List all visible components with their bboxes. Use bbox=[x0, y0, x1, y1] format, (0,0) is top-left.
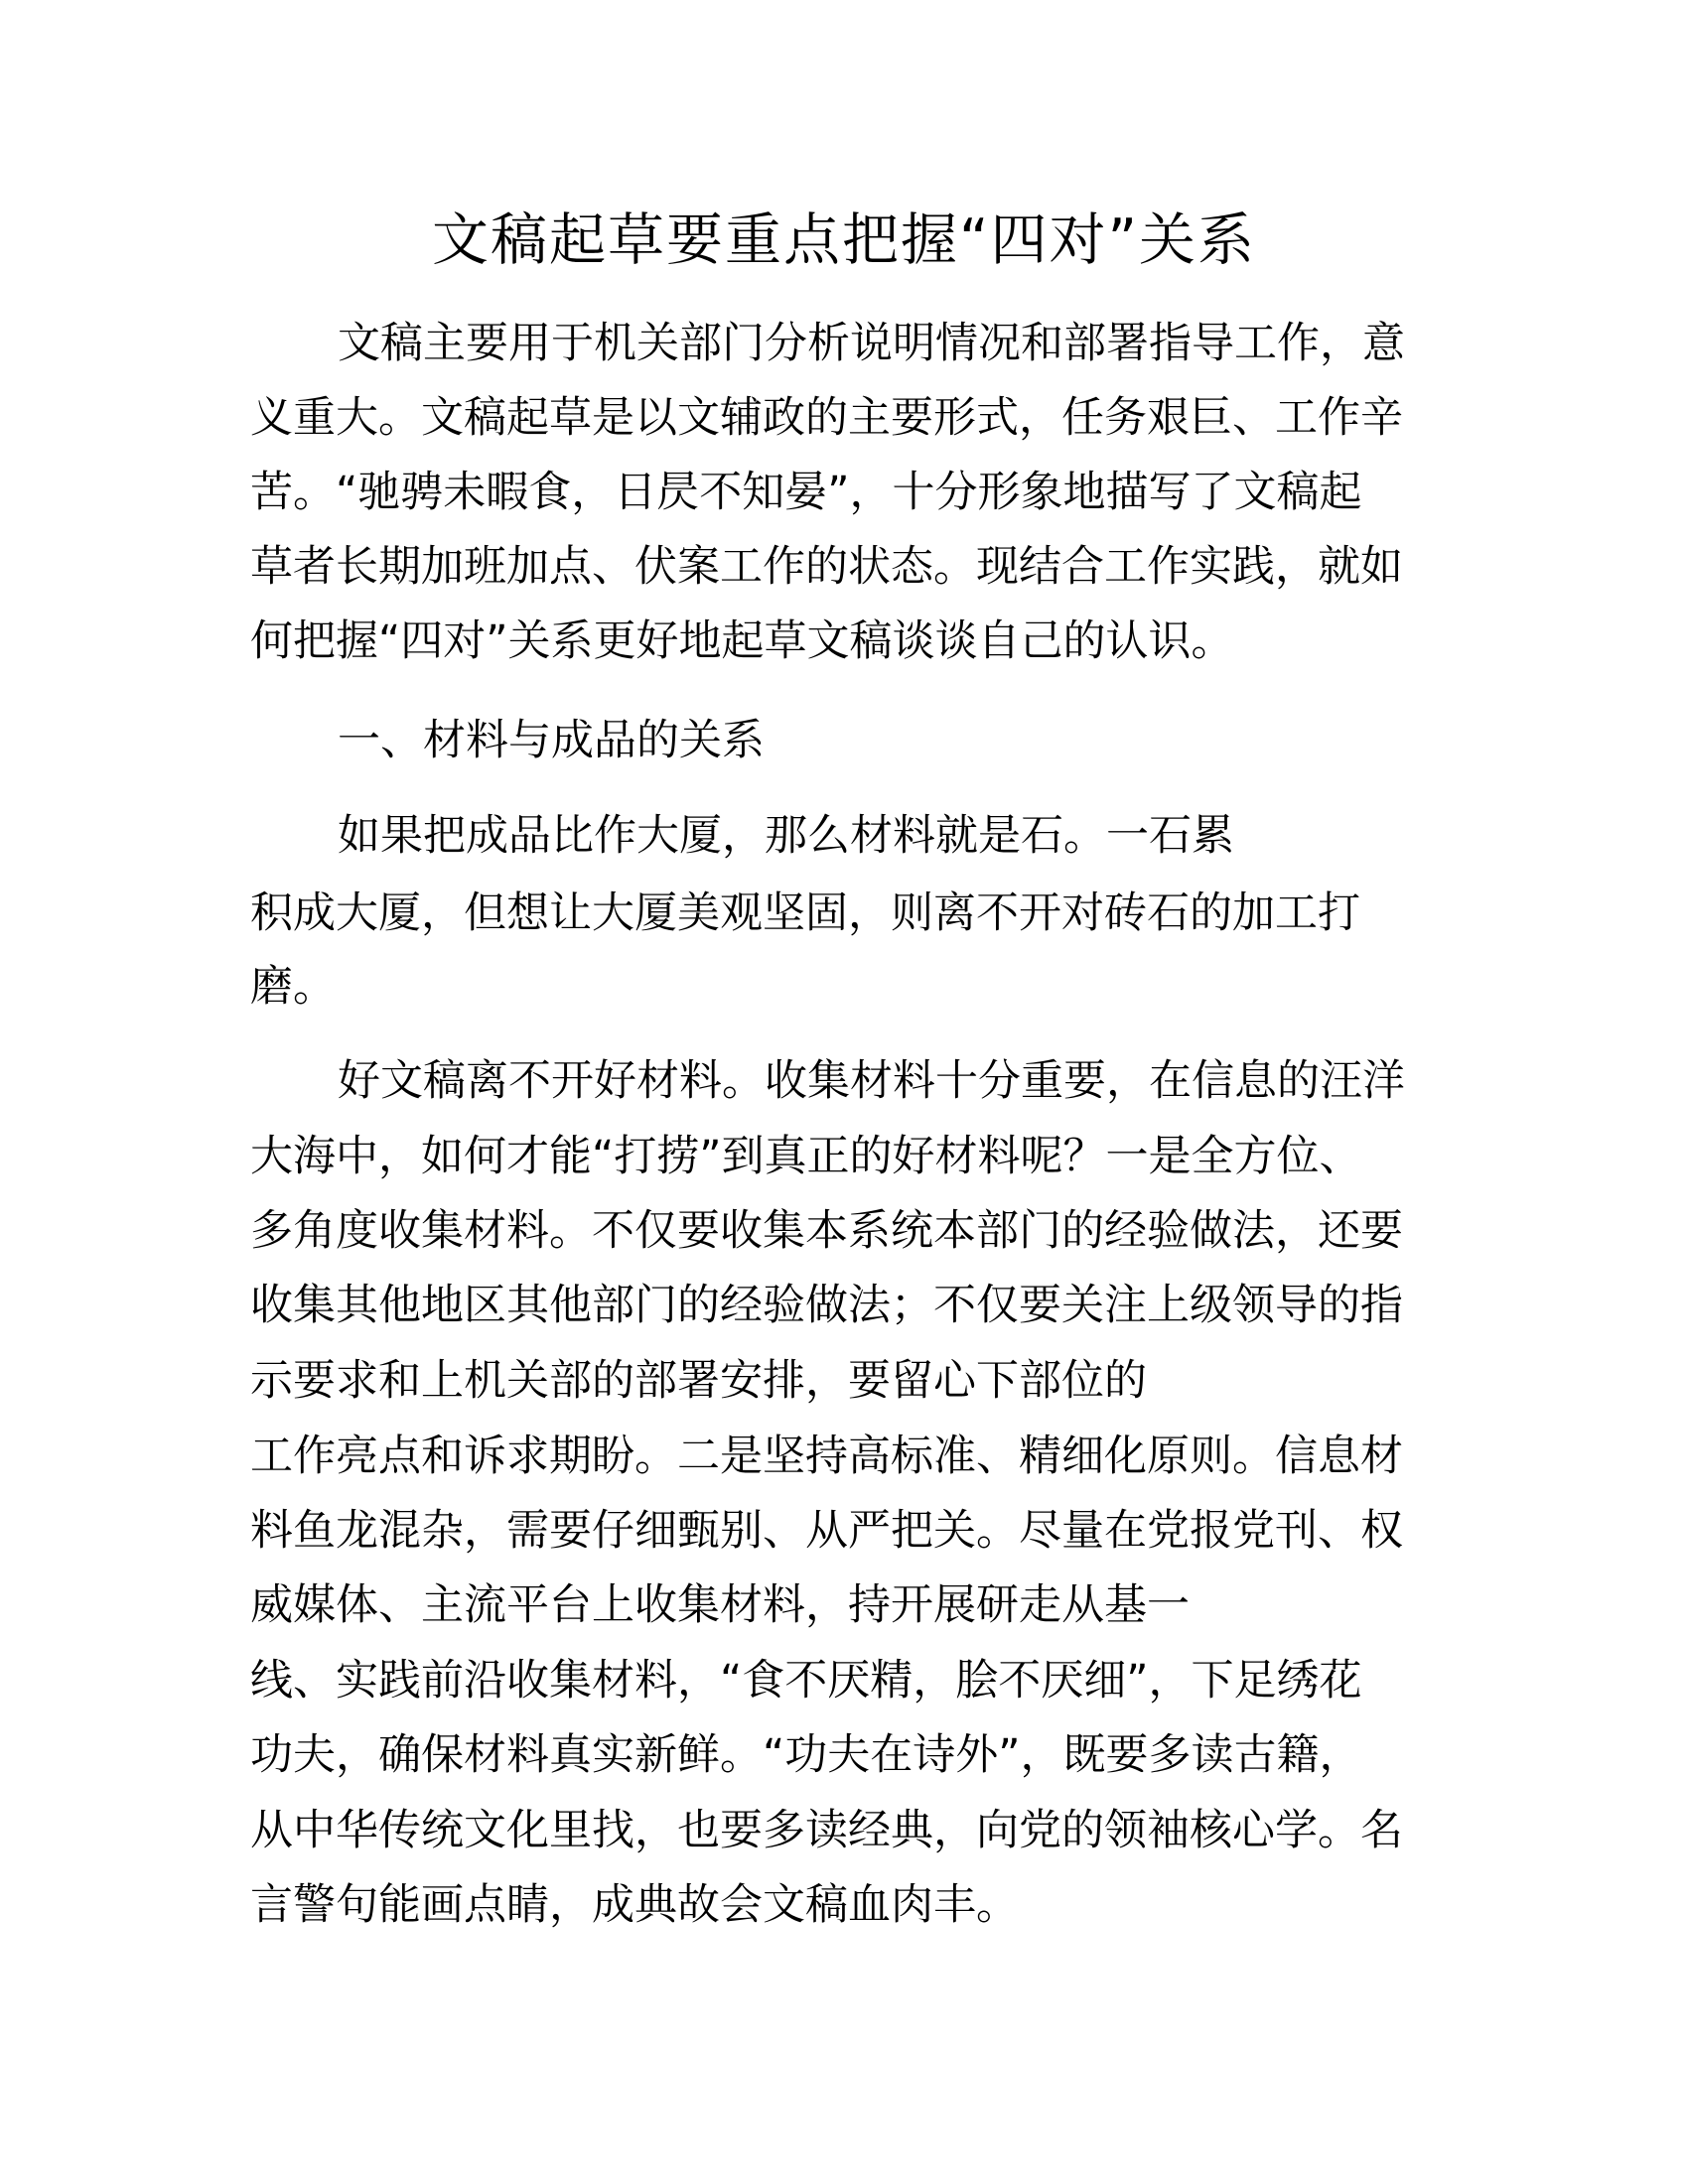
paragraph-line: 多角度收集材料。不仅要收集本系统本部门的经验做法，还要 bbox=[250, 1206, 1403, 1256]
paragraph-line: 义重大。文稿起草是以文辅政的主要形式，任务艰巨、工作辛 bbox=[250, 393, 1403, 443]
paragraph-line: 好文稿离不开好材料。收集材料十分重要，在信息的汪洋 bbox=[338, 1056, 1405, 1106]
paragraph-line: 积成大厦，但想让大厦美观坚固，则离不开对砖石的加工打 bbox=[250, 888, 1360, 938]
paragraph-line: 大海中，如何才能“打捞”到真正的好材料呢？一是全方位、 bbox=[250, 1132, 1362, 1181]
paragraph-line: 功夫，确保材料真实新鲜。“功夫在诗外”，既要多读古籍， bbox=[250, 1730, 1362, 1780]
document-title: 文稿起草要重点把握“四对”关系 bbox=[431, 207, 1257, 273]
paragraph-line: 线、实践前沿收集材料，“食不厌精，脍不厌细”，下足绣花 bbox=[250, 1656, 1362, 1706]
paragraph-line: 磨。 bbox=[250, 962, 336, 1012]
paragraph-line: 威媒体、主流平台上收集材料，持开展研走从基一 bbox=[250, 1580, 1190, 1630]
paragraph-line: 如果把成品比作大厦，那么材料就是石。一石累 bbox=[338, 811, 1234, 861]
paragraph-line: 工作亮点和诉求期盼。二是坚持高标准、精细化原则。信息材 bbox=[250, 1432, 1403, 1481]
paragraph-line: 言警句能画点睛，成典故会文稿血肉丰。 bbox=[250, 1880, 1019, 1930]
paragraph-line: 料鱼龙混杂，需要仔细甄别、从严把关。尽量在党报党刊、权 bbox=[250, 1506, 1403, 1556]
paragraph-line: 文稿主要用于机关部门分析说明情况和部署指导工作，意 bbox=[338, 319, 1405, 368]
paragraph-line: 何把握“四对”关系更好地起草文稿谈谈自己的认识。 bbox=[250, 616, 1234, 666]
paragraph-line: 示要求和上机关部的部署安排，要留心下部位的 bbox=[250, 1356, 1147, 1406]
paragraph-line: 草者长期加班加点、伏案工作的状态。现结合工作实践，就如 bbox=[250, 542, 1403, 592]
paragraph-line: 苦。“驰骋未暇食，日昃不知晏”，十分形象地描写了文稿起 bbox=[250, 468, 1362, 517]
paragraph-line: 从中华传统文化里找，也要多读经典，向党的领袖核心学。名 bbox=[250, 1806, 1403, 1855]
paragraph-line: 收集其他地区其他部门的经验做法；不仅要关注上级领导的指 bbox=[250, 1281, 1403, 1330]
section-heading: 一、材料与成品的关系 bbox=[338, 716, 765, 765]
